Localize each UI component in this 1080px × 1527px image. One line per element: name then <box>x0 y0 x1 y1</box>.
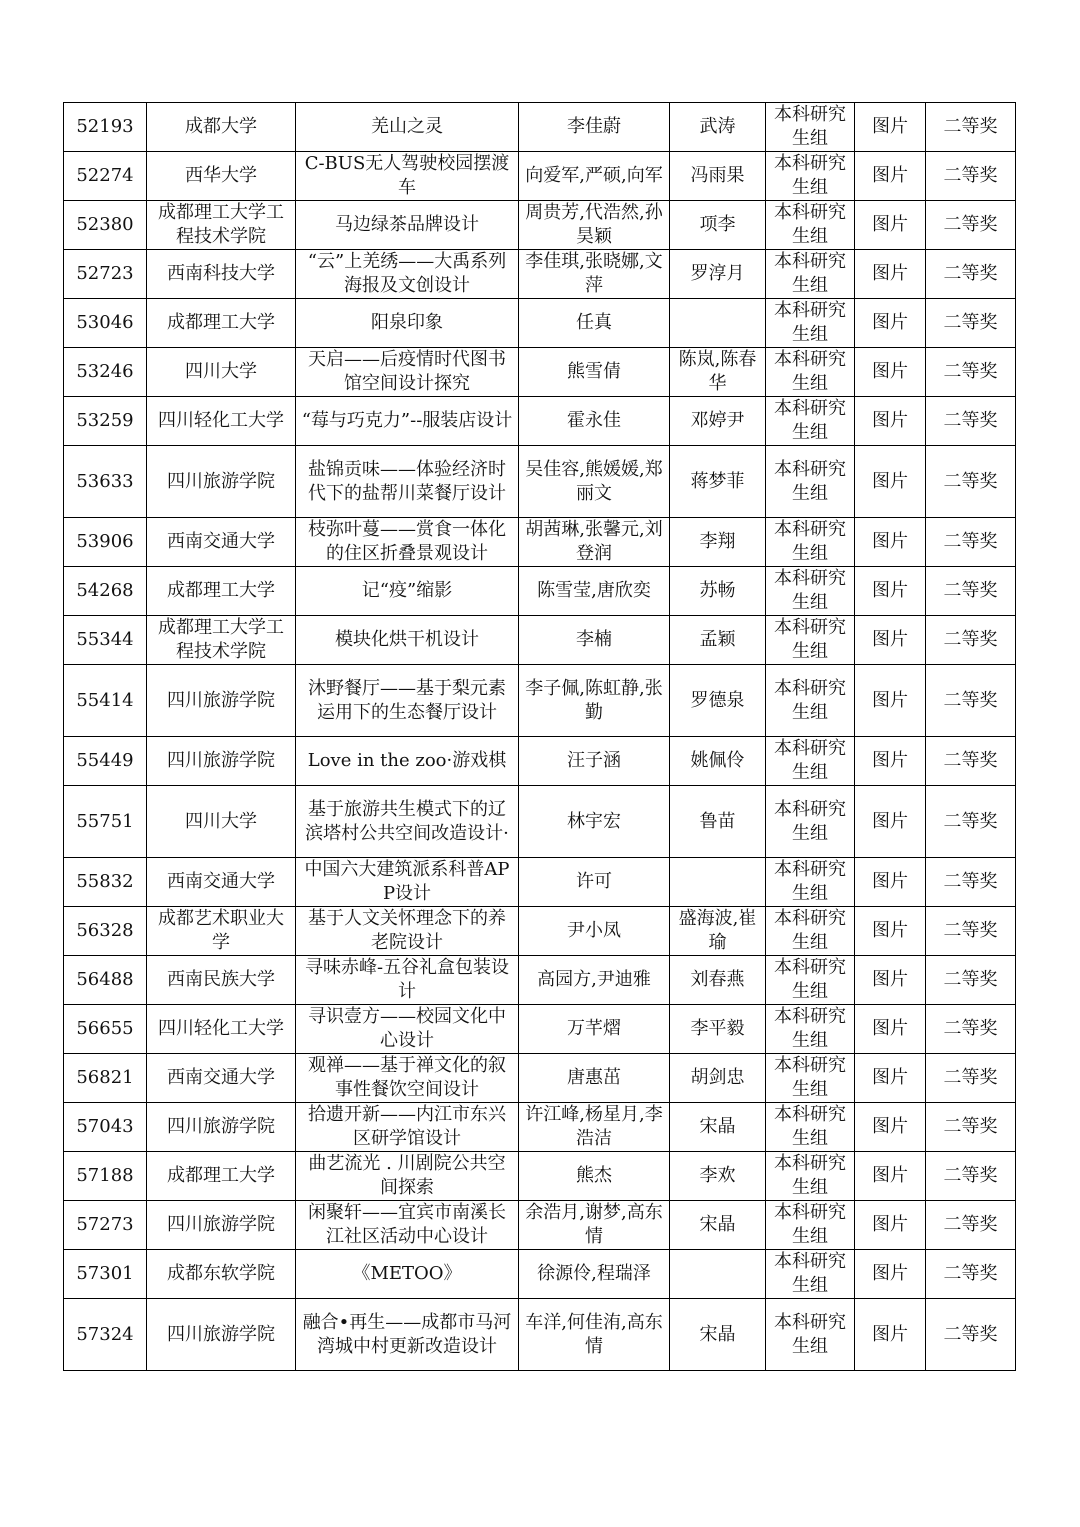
cell-award: 二等奖 <box>926 786 1016 858</box>
cell-id: 53259 <box>64 397 147 446</box>
cell-award: 二等奖 <box>926 858 1016 907</box>
cell-title: 拾遗开新——内江市东兴区研学馆设计 <box>296 1103 519 1152</box>
cell-school: 四川大学 <box>147 786 296 858</box>
cell-title: 阳泉印象 <box>296 299 519 348</box>
cell-award: 二等奖 <box>926 103 1016 152</box>
cell-authors: 霍永佳 <box>519 397 670 446</box>
table-row <box>64 1299 1016 1371</box>
cell-award: 二等奖 <box>926 250 1016 299</box>
cell-group: 本科研究生组 <box>766 250 855 299</box>
table-row <box>64 103 1016 152</box>
cell-id: 56488 <box>64 956 147 1005</box>
cell-award: 二等奖 <box>926 446 1016 518</box>
cell-advisor: 苏畅 <box>670 567 766 616</box>
cell-title: 基于旅游共生模式下的辽滨塔村公共空间改造设计· <box>296 786 519 858</box>
cell-school: 西南交通大学 <box>147 1054 296 1103</box>
cell-authors: 李佳蔚 <box>519 103 670 152</box>
cell-authors: 周贵芳,代浩然,孙昊颖 <box>519 201 670 250</box>
cell-advisor: 李翔 <box>670 518 766 567</box>
table-row <box>64 567 1016 616</box>
cell-group: 本科研究生组 <box>766 858 855 907</box>
cell-advisor: 胡剑忠 <box>670 1054 766 1103</box>
cell-school: 成都理工大学工程技术学院 <box>147 201 296 250</box>
cell-id: 57273 <box>64 1201 147 1250</box>
cell-award: 二等奖 <box>926 1250 1016 1299</box>
cell-group: 本科研究生组 <box>766 446 855 518</box>
cell-school: 成都理工大学 <box>147 1152 296 1201</box>
table-row <box>64 907 1016 956</box>
cell-title: 闲聚轩——宜宾市南溪长江社区活动中心设计 <box>296 1201 519 1250</box>
cell-award: 二等奖 <box>926 1054 1016 1103</box>
cell-authors: 尹小凤 <box>519 907 670 956</box>
cell-authors: 李楠 <box>519 616 670 665</box>
cell-id: 56655 <box>64 1005 147 1054</box>
cell-authors: 唐惠茁 <box>519 1054 670 1103</box>
table-row <box>64 518 1016 567</box>
cell-title: 曲艺流光 . 川剧院公共空间探索 <box>296 1152 519 1201</box>
table-body <box>64 103 1016 1371</box>
cell-type: 图片 <box>855 665 926 737</box>
cell-school: 四川旅游学院 <box>147 737 296 786</box>
cell-id: 52723 <box>64 250 147 299</box>
cell-advisor: 宋晶 <box>670 1103 766 1152</box>
cell-title: 枝弥叶蔓——赏食一体化的住区折叠景观设计 <box>296 518 519 567</box>
cell-advisor: 武涛 <box>670 103 766 152</box>
cell-group: 本科研究生组 <box>766 786 855 858</box>
cell-id: 56821 <box>64 1054 147 1103</box>
cell-award: 二等奖 <box>926 665 1016 737</box>
cell-id: 53906 <box>64 518 147 567</box>
cell-group: 本科研究生组 <box>766 907 855 956</box>
cell-group: 本科研究生组 <box>766 616 855 665</box>
table-row <box>64 1054 1016 1103</box>
cell-id: 57324 <box>64 1299 147 1371</box>
cell-group: 本科研究生组 <box>766 956 855 1005</box>
cell-group: 本科研究生组 <box>766 1299 855 1371</box>
cell-group: 本科研究生组 <box>766 518 855 567</box>
cell-type: 图片 <box>855 348 926 397</box>
table-row <box>64 956 1016 1005</box>
cell-award: 二等奖 <box>926 299 1016 348</box>
cell-advisor: 蒋梦菲 <box>670 446 766 518</box>
cell-advisor: 李平毅 <box>670 1005 766 1054</box>
cell-school: 四川旅游学院 <box>147 1299 296 1371</box>
cell-authors: 车洋,何佳洧,高东情 <box>519 1299 670 1371</box>
cell-advisor: 孟颖 <box>670 616 766 665</box>
cell-award: 二等奖 <box>926 907 1016 956</box>
cell-type: 图片 <box>855 616 926 665</box>
cell-award: 二等奖 <box>926 152 1016 201</box>
cell-group: 本科研究生组 <box>766 1054 855 1103</box>
cell-authors: 万芊熠 <box>519 1005 670 1054</box>
cell-id: 53246 <box>64 348 147 397</box>
table-row <box>64 737 1016 786</box>
cell-title: 寻识壹方——校园文化中心设计 <box>296 1005 519 1054</box>
cell-school: 四川旅游学院 <box>147 446 296 518</box>
cell-authors: 许江峰,杨星月,李浩洁 <box>519 1103 670 1152</box>
cell-advisor <box>670 1250 766 1299</box>
cell-authors: 熊杰 <box>519 1152 670 1201</box>
cell-type: 图片 <box>855 1103 926 1152</box>
cell-advisor: 陈岚,陈春华 <box>670 348 766 397</box>
cell-advisor <box>670 299 766 348</box>
cell-school: 成都大学 <box>147 103 296 152</box>
cell-school: 四川轻化工大学 <box>147 397 296 446</box>
cell-group: 本科研究生组 <box>766 1152 855 1201</box>
cell-advisor: 宋晶 <box>670 1201 766 1250</box>
cell-award: 二等奖 <box>926 348 1016 397</box>
table-row <box>64 1005 1016 1054</box>
cell-title: 记“疫”缩影 <box>296 567 519 616</box>
cell-title: Love in the zoo·游戏棋 <box>296 737 519 786</box>
cell-id: 53046 <box>64 299 147 348</box>
cell-id: 56328 <box>64 907 147 956</box>
table-row <box>64 446 1016 518</box>
cell-school: 西南民族大学 <box>147 956 296 1005</box>
cell-type: 图片 <box>855 1054 926 1103</box>
cell-advisor: 盛海波,崔瑜 <box>670 907 766 956</box>
cell-title: 《METOO》 <box>296 1250 519 1299</box>
cell-type: 图片 <box>855 446 926 518</box>
cell-id: 52274 <box>64 152 147 201</box>
cell-advisor: 邓婷尹 <box>670 397 766 446</box>
cell-school: 四川旅游学院 <box>147 1103 296 1152</box>
cell-advisor: 刘春燕 <box>670 956 766 1005</box>
cell-type: 图片 <box>855 1201 926 1250</box>
cell-advisor: 李欢 <box>670 1152 766 1201</box>
cell-type: 图片 <box>855 1299 926 1371</box>
cell-group: 本科研究生组 <box>766 1201 855 1250</box>
cell-authors: 许可 <box>519 858 670 907</box>
table-row <box>64 201 1016 250</box>
cell-award: 二等奖 <box>926 567 1016 616</box>
cell-school: 成都艺术职业大学 <box>147 907 296 956</box>
cell-type: 图片 <box>855 152 926 201</box>
cell-award: 二等奖 <box>926 737 1016 786</box>
cell-type: 图片 <box>855 786 926 858</box>
cell-advisor: 冯雨果 <box>670 152 766 201</box>
table-row <box>64 250 1016 299</box>
cell-title: 模块化烘干机设计 <box>296 616 519 665</box>
cell-type: 图片 <box>855 299 926 348</box>
table-row <box>64 152 1016 201</box>
cell-type: 图片 <box>855 567 926 616</box>
cell-authors: 汪子涵 <box>519 737 670 786</box>
cell-school: 四川旅游学院 <box>147 1201 296 1250</box>
cell-group: 本科研究生组 <box>766 1005 855 1054</box>
cell-id: 55832 <box>64 858 147 907</box>
cell-authors: 胡茜琳,张馨元,刘登润 <box>519 518 670 567</box>
cell-award: 二等奖 <box>926 518 1016 567</box>
cell-title: 沐野餐厅——基于梨元素运用下的生态餐厅设计 <box>296 665 519 737</box>
cell-title: 基于人文关怀理念下的养老院设计 <box>296 907 519 956</box>
cell-authors: 李子佩,陈虹静,张勤 <box>519 665 670 737</box>
cell-award: 二等奖 <box>926 1005 1016 1054</box>
cell-authors: 熊雪倩 <box>519 348 670 397</box>
cell-id: 52380 <box>64 201 147 250</box>
cell-type: 图片 <box>855 1005 926 1054</box>
cell-authors: 高园方,尹迪雅 <box>519 956 670 1005</box>
cell-advisor: 项李 <box>670 201 766 250</box>
cell-group: 本科研究生组 <box>766 737 855 786</box>
cell-title: “云”上羌绣——大禹系列海报及文创设计 <box>296 250 519 299</box>
cell-id: 54268 <box>64 567 147 616</box>
cell-school: 四川大学 <box>147 348 296 397</box>
table-row <box>64 1201 1016 1250</box>
cell-advisor: 罗德泉 <box>670 665 766 737</box>
cell-id: 57301 <box>64 1250 147 1299</box>
cell-group: 本科研究生组 <box>766 152 855 201</box>
cell-id: 53633 <box>64 446 147 518</box>
table-row <box>64 348 1016 397</box>
cell-school: 西南科技大学 <box>147 250 296 299</box>
cell-school: 成都东软学院 <box>147 1250 296 1299</box>
cell-type: 图片 <box>855 1250 926 1299</box>
cell-id: 55449 <box>64 737 147 786</box>
cell-type: 图片 <box>855 518 926 567</box>
cell-school: 西华大学 <box>147 152 296 201</box>
cell-award: 二等奖 <box>926 397 1016 446</box>
cell-type: 图片 <box>855 250 926 299</box>
cell-type: 图片 <box>855 1152 926 1201</box>
cell-award: 二等奖 <box>926 956 1016 1005</box>
cell-authors: 徐源伶,程瑞泽 <box>519 1250 670 1299</box>
cell-group: 本科研究生组 <box>766 201 855 250</box>
cell-school: 四川轻化工大学 <box>147 1005 296 1054</box>
cell-type: 图片 <box>855 201 926 250</box>
cell-school: 四川旅游学院 <box>147 665 296 737</box>
table-row <box>64 1103 1016 1152</box>
cell-authors: 陈雪莹,唐欣奕 <box>519 567 670 616</box>
cell-title: 融合•再生——成都市马河湾城中村更新改造设计 <box>296 1299 519 1371</box>
cell-group: 本科研究生组 <box>766 1250 855 1299</box>
cell-title: 观禅——基于禅文化的叙事性餐饮空间设计 <box>296 1054 519 1103</box>
cell-group: 本科研究生组 <box>766 299 855 348</box>
cell-advisor: 鲁苗 <box>670 786 766 858</box>
cell-title: 羌山之灵 <box>296 103 519 152</box>
cell-award: 二等奖 <box>926 1299 1016 1371</box>
cell-advisor: 罗淳月 <box>670 250 766 299</box>
award-list-table <box>63 102 1016 1371</box>
cell-title: “莓与巧克力”--服装店设计 <box>296 397 519 446</box>
cell-authors: 向爱军,严硕,向军 <box>519 152 670 201</box>
table-row <box>64 1250 1016 1299</box>
cell-group: 本科研究生组 <box>766 567 855 616</box>
cell-authors: 吴佳容,熊媛媛,郑丽文 <box>519 446 670 518</box>
table-row <box>64 299 1016 348</box>
cell-type: 图片 <box>855 858 926 907</box>
table-row <box>64 1152 1016 1201</box>
table-row <box>64 665 1016 737</box>
cell-group: 本科研究生组 <box>766 348 855 397</box>
cell-type: 图片 <box>855 907 926 956</box>
cell-award: 二等奖 <box>926 1201 1016 1250</box>
cell-type: 图片 <box>855 956 926 1005</box>
cell-title: C-BUS无人驾驶校园摆渡车 <box>296 152 519 201</box>
cell-title: 天启——后疫情时代图书馆空间设计探究 <box>296 348 519 397</box>
cell-group: 本科研究生组 <box>766 665 855 737</box>
cell-title: 寻味赤峰-五谷礼盒包装设计 <box>296 956 519 1005</box>
cell-group: 本科研究生组 <box>766 103 855 152</box>
cell-school: 西南交通大学 <box>147 858 296 907</box>
cell-id: 57043 <box>64 1103 147 1152</box>
cell-school: 成都理工大学 <box>147 567 296 616</box>
cell-award: 二等奖 <box>926 1103 1016 1152</box>
cell-id: 55414 <box>64 665 147 737</box>
cell-authors: 余浩月,谢梦,高东情 <box>519 1201 670 1250</box>
cell-id: 55751 <box>64 786 147 858</box>
cell-title: 盐锦贡味——体验经济时代下的盐帮川菜餐厅设计 <box>296 446 519 518</box>
cell-id: 52193 <box>64 103 147 152</box>
cell-authors: 林宇宏 <box>519 786 670 858</box>
cell-advisor: 宋晶 <box>670 1299 766 1371</box>
cell-group: 本科研究生组 <box>766 397 855 446</box>
cell-id: 55344 <box>64 616 147 665</box>
cell-school: 西南交通大学 <box>147 518 296 567</box>
cell-advisor <box>670 858 766 907</box>
table-row <box>64 786 1016 858</box>
cell-school: 成都理工大学工程技术学院 <box>147 616 296 665</box>
cell-advisor: 姚佩伶 <box>670 737 766 786</box>
cell-school: 成都理工大学 <box>147 299 296 348</box>
cell-title: 中国六大建筑派系科普APP设计 <box>296 858 519 907</box>
cell-id: 57188 <box>64 1152 147 1201</box>
cell-award: 二等奖 <box>926 1152 1016 1201</box>
cell-type: 图片 <box>855 397 926 446</box>
cell-type: 图片 <box>855 737 926 786</box>
cell-group: 本科研究生组 <box>766 1103 855 1152</box>
cell-authors: 李佳琪,张晓娜,文萍 <box>519 250 670 299</box>
table-row <box>64 397 1016 446</box>
cell-title: 马边绿茶品牌设计 <box>296 201 519 250</box>
cell-authors: 任真 <box>519 299 670 348</box>
table-row <box>64 858 1016 907</box>
cell-type: 图片 <box>855 103 926 152</box>
cell-award: 二等奖 <box>926 201 1016 250</box>
table-row <box>64 616 1016 665</box>
cell-award: 二等奖 <box>926 616 1016 665</box>
